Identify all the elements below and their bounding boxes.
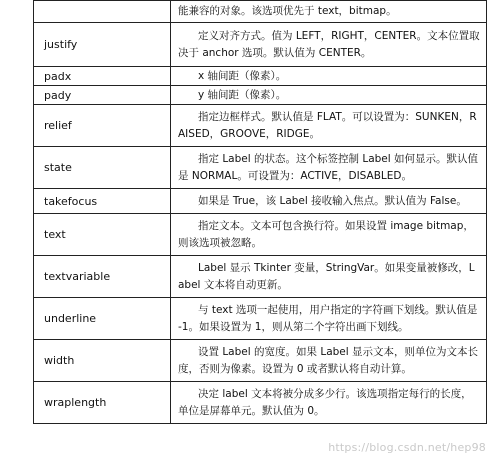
table-row: [34, 189, 487, 214]
option-name: padx: [34, 67, 171, 86]
option-description: 设置 Label 的宽度。如果 Label 显示文本，则单位为文本长度，否则为像素。设置为 0 或者默认将自动计算。: [171, 340, 487, 382]
table-row: [34, 1, 487, 23]
option-description: 指定文本。文本可包含换行符。如果设置 image bitmap，则该选项被忽略。: [171, 214, 487, 256]
option-description: 决定 label 文本将被分成多少行。该选项指定每行的长度，单位是屏幕单元。默认值为 0。: [171, 382, 487, 424]
option-name: takefocus: [34, 189, 171, 214]
table-row: [34, 256, 487, 298]
table-row: [34, 86, 487, 105]
option-name: justify: [34, 23, 171, 67]
option-name: underline: [34, 298, 171, 340]
option-description: y 轴间距（像素）。: [171, 86, 487, 105]
option-name: [34, 1, 171, 23]
table-row: [34, 23, 487, 67]
table-row: [34, 298, 487, 340]
option-description: 与 text 选项一起使用，用户指定的字符画下划线。默认值是 -1。如果设置为 1，则从第二个字符出画下划线。: [171, 298, 487, 340]
option-name: relief: [34, 105, 171, 147]
option-description: Label 显示 Tkinter 变量，StringVar。如果变量被修改，Label 文本将自动更新。: [171, 256, 487, 298]
option-description: 指定 Label 的状态。这个标签控制 Label 如何显示。默认值是 NORMAL。可设置为：ACTIVE，DISABLED。: [171, 147, 487, 189]
option-description: 如果是 True，该 Label 接收输入焦点。默认值为 False。: [171, 189, 487, 214]
table-row: [34, 214, 487, 256]
option-description: 指定边框样式。默认值是 FLAT。可以设置为：SUNKEN，RAISED，GROOVE，RIDGE。: [171, 105, 487, 147]
option-description: 能兼容的对象。该选项优先于 text，bitmap。: [171, 1, 487, 23]
options-table: [33, 0, 487, 424]
table-row: [34, 67, 487, 86]
option-name: pady: [34, 86, 171, 105]
table-row: [34, 340, 487, 382]
option-name: wraplength: [34, 382, 171, 424]
table-row: [34, 382, 487, 424]
option-description: 定义对齐方式。值为 LEFT，RIGHT，CENTER。文本位置取决于 anchor 选项。默认值为 CENTER。: [171, 23, 487, 67]
option-description: x 轴间距（像素）。: [171, 67, 487, 86]
option-name: text: [34, 214, 171, 256]
option-name: textvariable: [34, 256, 171, 298]
table-row: [34, 147, 487, 189]
option-name: state: [34, 147, 171, 189]
watermark-text: https://blog.csdn.net/hep98: [328, 441, 486, 454]
table-row: [34, 105, 487, 147]
option-name: width: [34, 340, 171, 382]
